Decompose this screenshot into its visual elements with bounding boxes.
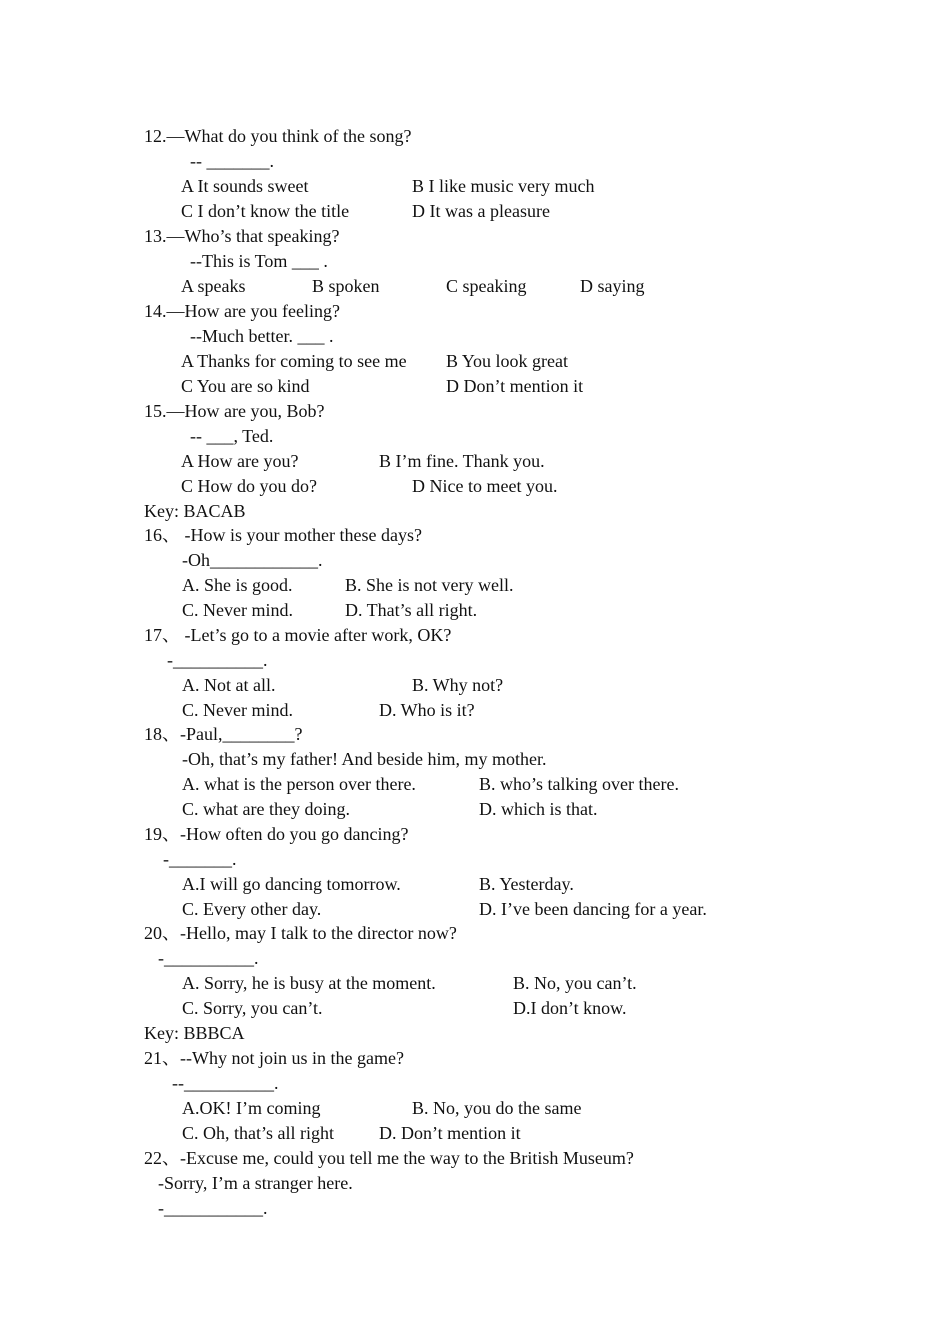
answer-blank: -__________. xyxy=(158,948,259,968)
option-d: D. I’ve been dancing for a year. xyxy=(479,899,707,919)
question-14: 14.—How are you feeling? xyxy=(144,301,340,321)
answer-blank: -_______. xyxy=(163,849,237,869)
answer-blank: -__________. xyxy=(167,650,268,670)
option-d: D saying xyxy=(580,276,645,296)
dialogue-line: -Oh, that’s my father! And beside him, my mother. xyxy=(182,749,547,769)
option-c: C. what are they doing. xyxy=(182,799,350,819)
question-15: 15.—How are you, Bob? xyxy=(144,401,325,421)
answer-blank: --Much better. ___ . xyxy=(190,326,334,346)
option-a: A. Sorry, he is busy at the moment. xyxy=(182,973,436,993)
option-a: A.OK! I’m coming xyxy=(182,1098,321,1118)
question-13: 13.—Who’s that speaking? xyxy=(144,226,340,246)
option-d: D Nice to meet you. xyxy=(412,476,558,496)
option-c: C. Oh, that’s all right xyxy=(182,1123,334,1143)
question-18: 18、-Paul,________? xyxy=(144,724,303,744)
option-b: B You look great xyxy=(446,351,569,371)
option-c: C I don’t know the title xyxy=(181,201,350,221)
option-b: B I’m fine. Thank you. xyxy=(379,451,545,471)
answer-key: Key: BACAB xyxy=(144,501,246,521)
option-a: A speaks xyxy=(181,276,246,296)
option-a: A.I will go dancing tomorrow. xyxy=(182,874,401,894)
answer-blank: -Oh____________. xyxy=(182,550,323,570)
option-d: D. which is that. xyxy=(479,799,598,819)
question-19: 19、-How often do you go dancing? xyxy=(144,824,409,844)
option-c: C speaking xyxy=(446,276,527,296)
option-c: C You are so kind xyxy=(181,376,310,396)
option-a: A How are you? xyxy=(181,451,299,471)
option-a: A. She is good. xyxy=(182,575,293,595)
option-b: B I like music very much xyxy=(412,176,595,196)
option-c: C. Every other day. xyxy=(182,899,322,919)
option-d: D Don’t mention it xyxy=(446,376,584,396)
answer-blank: --This is Tom ___ . xyxy=(190,251,328,271)
option-c: C. Never mind. xyxy=(182,700,293,720)
option-b: B. No, you do the same xyxy=(412,1098,582,1118)
answer-blank: -- _______. xyxy=(190,151,274,171)
option-d: D. Who is it? xyxy=(379,700,475,720)
option-b: B spoken xyxy=(312,276,380,296)
option-a: A. what is the person over there. xyxy=(182,774,416,794)
question-12: 12.—What do you think of the song? xyxy=(144,126,412,146)
question-17: 17、 -Let’s go to a movie after work, OK? xyxy=(144,625,452,645)
answer-blank: --__________. xyxy=(172,1073,279,1093)
option-b: B. She is not very well. xyxy=(345,575,514,595)
question-20: 20、-Hello, may I talk to the director now? xyxy=(144,923,457,943)
option-c: C How do you do? xyxy=(181,476,317,496)
option-d: D.I don’t know. xyxy=(513,998,627,1018)
option-a: A. Not at all. xyxy=(182,675,276,695)
question-16: 16、 -How is your mother these days? xyxy=(144,525,422,545)
option-c: C. Sorry, you can’t. xyxy=(182,998,323,1018)
option-d: D. That’s all right. xyxy=(345,600,478,620)
option-a: A Thanks for coming to see me xyxy=(181,351,407,371)
option-b: B. Why not? xyxy=(412,675,504,695)
answer-blank: -___________. xyxy=(158,1198,268,1218)
option-b: B. No, you can’t. xyxy=(513,973,637,993)
dialogue-line: -Sorry, I’m a stranger here. xyxy=(158,1173,353,1193)
option-b: B. Yesterday. xyxy=(479,874,574,894)
option-d: D It was a pleasure xyxy=(412,201,550,221)
answer-key: Key: BBBCA xyxy=(144,1023,245,1043)
option-c: C. Never mind. xyxy=(182,600,293,620)
answer-blank: -- ___, Ted. xyxy=(190,426,274,446)
question-22: 22、-Excuse me, could you tell me the way to the British Museum? xyxy=(144,1148,634,1168)
option-a: A It sounds sweet xyxy=(181,176,309,196)
option-b: B. who’s talking over there. xyxy=(479,774,679,794)
option-d: D. Don’t mention it xyxy=(379,1123,521,1143)
question-21: 21、--Why not join us in the game? xyxy=(144,1048,404,1068)
